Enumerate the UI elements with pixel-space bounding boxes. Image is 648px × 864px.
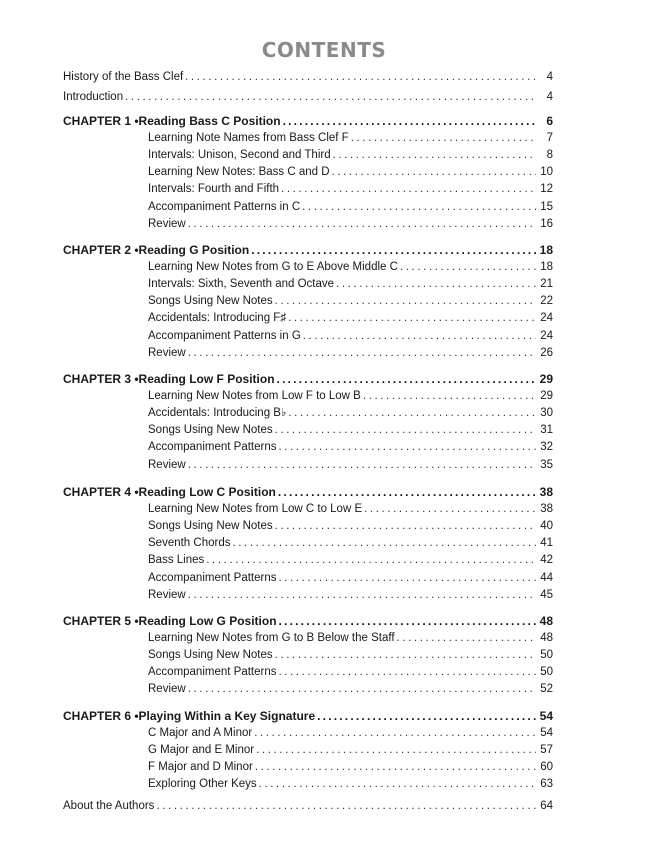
- entry-label: Introduction: [63, 91, 124, 103]
- chapter-heading[interactable]: [63, 114, 553, 128]
- entry-label: Review: [148, 683, 186, 696]
- toc-subentry[interactable]: [148, 519, 553, 533]
- toc-subentry[interactable]: [148, 726, 553, 740]
- dot-leader: [251, 243, 536, 257]
- chapter-title: Playing Within a Key Signature: [138, 709, 316, 723]
- toc-subentry[interactable]: [148, 329, 553, 343]
- page-number: 57: [540, 743, 553, 756]
- page-number: 35: [540, 458, 553, 471]
- entry-label: Learning New Notes from G to B Below the Staff: [148, 631, 395, 644]
- entry-label: Songs Using New Notes: [148, 519, 273, 532]
- toc-subentry[interactable]: [148, 440, 553, 454]
- page-number: 18: [540, 260, 553, 273]
- dot-leader: [336, 277, 536, 291]
- entry-label: G Major and E Minor: [148, 743, 255, 756]
- entry-label: Accompaniment Patterns in C: [148, 200, 301, 213]
- toc-subentry[interactable]: [148, 200, 553, 214]
- toc-subentry[interactable]: [148, 260, 553, 274]
- chapter-number: CHAPTER 3 •: [63, 372, 139, 386]
- page-number: 15: [540, 200, 553, 213]
- toc-subentry[interactable]: [148, 777, 553, 791]
- page-number: 45: [540, 589, 553, 601]
- dot-leader: [397, 631, 536, 645]
- dot-leader: [275, 423, 536, 437]
- entry-label: Accidentals: Introducing B♭: [148, 406, 287, 419]
- dot-leader: [400, 260, 536, 274]
- dot-leader: [278, 440, 536, 454]
- toc-subentry[interactable]: [148, 148, 553, 162]
- toc-entry[interactable]: [63, 70, 553, 84]
- page-number: 12: [540, 183, 553, 196]
- dot-leader: [125, 90, 536, 104]
- toc-subentry[interactable]: [148, 588, 553, 602]
- entry-label: History of the Bass Clef: [63, 71, 184, 83]
- page-number: 24: [540, 312, 553, 325]
- toc-subentry[interactable]: [148, 294, 553, 308]
- dot-leader: [302, 200, 536, 214]
- page-number: 16: [540, 218, 553, 230]
- toc-subentry[interactable]: [148, 760, 553, 774]
- page-number: 7: [546, 131, 553, 144]
- page-number: 64: [540, 800, 553, 812]
- dot-leader: [188, 682, 536, 696]
- toc-subentry[interactable]: [148, 346, 553, 360]
- chapter-heading[interactable]: [63, 709, 553, 723]
- page-number: 31: [540, 424, 553, 437]
- page-number: 42: [540, 554, 553, 567]
- toc-subentry[interactable]: [148, 458, 553, 472]
- page-number: 29: [540, 389, 553, 402]
- toc-subentry[interactable]: [148, 502, 553, 516]
- dot-leader: [275, 648, 536, 662]
- dot-leader: [185, 70, 536, 84]
- page-number: 50: [540, 666, 553, 679]
- dot-leader: [333, 148, 536, 162]
- dot-leader: [275, 519, 536, 533]
- dot-leader: [278, 571, 536, 585]
- toc-subentry[interactable]: [148, 406, 553, 420]
- toc-subentry[interactable]: [148, 389, 553, 403]
- page-number: 26: [540, 347, 553, 359]
- chapter-title: Reading Low C Position: [138, 485, 276, 499]
- toc-subentry[interactable]: [148, 182, 553, 196]
- page-number: 60: [540, 761, 553, 774]
- chapter-number: CHAPTER 2 •: [63, 243, 139, 257]
- dot-leader: [281, 182, 536, 196]
- entry-label: Learning New Notes: Bass C and D: [148, 166, 330, 179]
- dot-leader: [277, 372, 536, 386]
- toc-subentry[interactable]: [148, 217, 553, 231]
- chapter-heading[interactable]: [63, 485, 553, 499]
- entry-label: Seventh Chords: [148, 537, 231, 550]
- page-number: 40: [540, 519, 553, 532]
- page-number: 30: [540, 406, 553, 419]
- dot-leader: [188, 217, 536, 231]
- page-number: 8: [546, 148, 553, 161]
- page-number: 52: [540, 683, 553, 696]
- page-number: 41: [540, 537, 553, 550]
- page-number: 48: [540, 631, 553, 644]
- dot-leader: [332, 165, 536, 179]
- entry-label: Review: [148, 458, 186, 471]
- dot-leader: [188, 588, 536, 602]
- toc-subentry[interactable]: [148, 423, 553, 437]
- chapter-title: Reading Bass C Position: [138, 114, 281, 128]
- dot-leader: [206, 553, 536, 567]
- page-number: 10: [540, 166, 553, 179]
- dot-leader: [283, 114, 536, 128]
- entry-label: Exploring Other Keys: [148, 778, 257, 791]
- entry-label: Review: [148, 347, 186, 359]
- page-number: 44: [540, 571, 553, 584]
- entry-label: Songs Using New Notes: [148, 424, 273, 437]
- chapter-title: Reading Low F Position: [138, 372, 275, 386]
- page-number: 22: [540, 295, 553, 308]
- entry-label: Bass Lines: [148, 554, 205, 567]
- entry-label: Accompaniment Patterns: [148, 666, 277, 679]
- page-number: 6: [546, 114, 553, 128]
- entry-label: Accidentals: Introducing F♯: [148, 312, 287, 325]
- dot-leader: [275, 294, 536, 308]
- chapter-title: Reading Low G Position: [138, 614, 277, 628]
- page-number: 50: [540, 648, 553, 661]
- entry-label: Learning New Notes from Low F to Low B: [148, 389, 361, 402]
- dot-leader: [278, 485, 536, 499]
- entry-label: C Major and A Minor: [148, 726, 253, 739]
- dot-leader: [364, 502, 536, 516]
- page-number: 54: [540, 726, 553, 739]
- entry-label: Accompaniment Patterns: [148, 441, 277, 454]
- page-number: 18: [539, 243, 553, 257]
- chapter-number: CHAPTER 1 •: [63, 114, 139, 128]
- toc-subentry[interactable]: [148, 648, 553, 662]
- entry-label: Accompaniment Patterns in G: [148, 329, 301, 342]
- entry-label: Review: [148, 589, 186, 601]
- dot-leader: [288, 311, 536, 325]
- chapter-number: CHAPTER 4 •: [63, 485, 139, 499]
- entry-label: Songs Using New Notes: [148, 295, 273, 308]
- page-number: 63: [540, 778, 553, 791]
- chapter-title: Reading G Position: [138, 243, 250, 257]
- dot-leader: [188, 346, 536, 360]
- dot-leader: [303, 329, 536, 343]
- entry-label: Learning New Notes from Low C to Low E: [148, 502, 363, 515]
- entry-label: Intervals: Unison, Second and Third: [148, 148, 331, 161]
- entry-label: Intervals: Fourth and Fifth: [148, 183, 280, 196]
- toc-subentry[interactable]: [148, 665, 553, 679]
- dot-leader: [232, 536, 536, 550]
- entry-label: F Major and D Minor: [148, 761, 253, 774]
- dot-leader: [279, 614, 536, 628]
- dot-leader: [256, 743, 536, 757]
- toc-subentry[interactable]: [148, 131, 553, 145]
- page-number: 38: [540, 502, 553, 515]
- dot-leader: [255, 760, 536, 774]
- entry-label: Accompaniment Patterns: [148, 571, 277, 584]
- page-number: 29: [539, 372, 553, 386]
- dot-leader: [363, 389, 536, 403]
- page-number: 32: [540, 441, 553, 454]
- toc-subentry[interactable]: [148, 553, 553, 567]
- toc-subentry[interactable]: [148, 165, 553, 179]
- entry-label: Songs Using New Notes: [148, 648, 273, 661]
- page-number: 4: [546, 91, 553, 103]
- chapter-number: CHAPTER 5 •: [63, 614, 139, 628]
- toc-entry[interactable]: [63, 799, 553, 813]
- entry-label: Intervals: Sixth, Seventh and Octave: [148, 277, 335, 290]
- dot-leader: [156, 799, 536, 813]
- toc-subentry[interactable]: [148, 536, 553, 550]
- chapter-heading[interactable]: [63, 614, 553, 628]
- page-number: 54: [539, 709, 553, 723]
- chapter-heading[interactable]: [63, 372, 553, 386]
- page-number: 24: [540, 329, 553, 342]
- toc-subentry[interactable]: [148, 631, 553, 645]
- toc-subentry[interactable]: [148, 311, 553, 325]
- dot-leader: [317, 709, 536, 723]
- dot-leader: [288, 406, 536, 420]
- dot-leader: [278, 665, 536, 679]
- entry-label: About the Authors: [63, 800, 155, 812]
- entry-label: Learning Note Names from Bass Clef F: [148, 131, 349, 144]
- toc-entry[interactable]: [63, 90, 553, 104]
- toc-subentry[interactable]: [148, 571, 553, 585]
- page-title: CONTENTS: [261, 38, 387, 62]
- entry-label: Learning New Notes from G to E Above Middle C: [148, 260, 398, 273]
- page-number: 38: [539, 485, 553, 499]
- toc-subentry[interactable]: [148, 682, 553, 696]
- entry-label: Review: [148, 218, 186, 230]
- page-number: 21: [540, 277, 553, 290]
- toc-subentry[interactable]: [148, 277, 553, 291]
- dot-leader: [259, 777, 536, 791]
- dot-leader: [254, 726, 536, 740]
- chapter-number: CHAPTER 6 •: [63, 709, 139, 723]
- dot-leader: [188, 458, 536, 472]
- toc-subentry[interactable]: [148, 743, 553, 757]
- page-number: 48: [539, 614, 553, 628]
- dot-leader: [351, 131, 536, 145]
- chapter-heading[interactable]: [63, 243, 553, 257]
- page-number: 4: [546, 71, 553, 83]
